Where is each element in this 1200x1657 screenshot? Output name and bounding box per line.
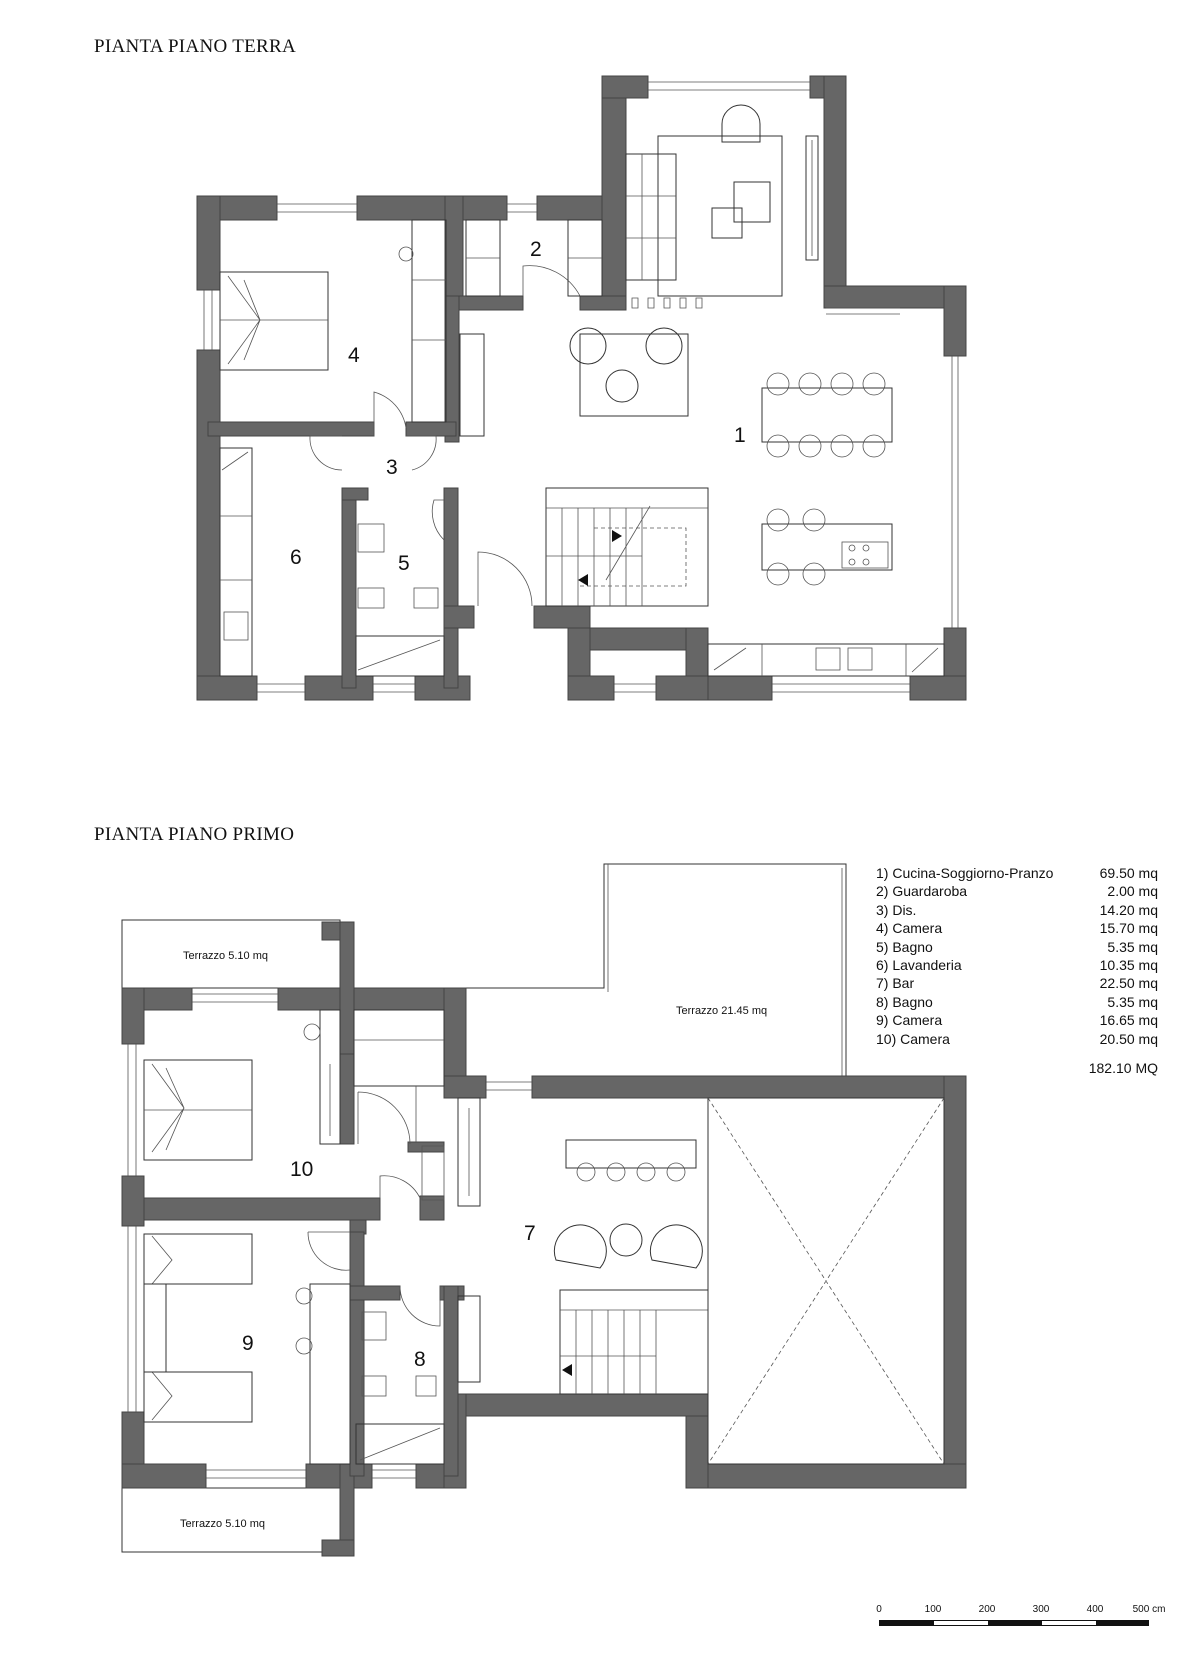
room-number-2: 2 [530, 238, 542, 261]
ground-floor-title: PIANTA PIANO TERRA [94, 36, 296, 57]
scale-seg-3 [1096, 1621, 1148, 1625]
legend-row [876, 1011, 1158, 1029]
first-floor-plan [122, 864, 966, 1556]
legend-room-name: 4) Camera [876, 920, 943, 937]
legend-room-name: 8) Bagno [876, 993, 933, 1010]
legend-row [876, 901, 1158, 919]
scale-bar [876, 1604, 1170, 1634]
legend-row [876, 864, 1158, 882]
legend-row [876, 956, 1158, 974]
legend-room-name: 3) Dis. [876, 901, 917, 918]
terrace-label-large: Terrazzo 21.45 mq [676, 1005, 768, 1017]
legend-room-area: 5.35 mq [1107, 993, 1158, 1010]
legend-room-area: 69.50 mq [1099, 865, 1158, 881]
room-number-3: 3 [386, 456, 398, 479]
scale-label-100: 100 [924, 1604, 942, 1615]
legend-room-area: 10.35 mq [1099, 957, 1158, 974]
legend-room-name: 5) Bagno [876, 938, 933, 955]
legend-row [876, 974, 1158, 992]
legend-room-name: 7) Bar [876, 975, 915, 992]
terrace-label-top-left: Terrazzo 5.10 mq [183, 950, 268, 962]
room-number-1: 1 [734, 424, 746, 447]
scale-label-300: 300 [1032, 1604, 1050, 1615]
scale-seg-2 [988, 1621, 1042, 1625]
legend-room-area: 20.50 mq [1099, 1030, 1158, 1047]
scale-label-0: 0 [876, 1604, 882, 1615]
legend-room-area: 16.65 mq [1099, 1012, 1158, 1029]
room-number-9: 9 [242, 1332, 254, 1355]
scale-label-400: 400 [1086, 1604, 1104, 1615]
scale-label-500: 500 cm [1132, 1604, 1166, 1615]
scale-bar-track [879, 1620, 1149, 1626]
scale-label-200: 200 [978, 1604, 996, 1615]
room-number-8: 8 [414, 1348, 426, 1371]
legend-room-area: 15.70 mq [1099, 920, 1158, 937]
first-floor-walls [122, 922, 966, 1556]
legend-row [876, 993, 1158, 1011]
legend-room-area: 2.00 mq [1107, 883, 1158, 900]
legend-room-name: 2) Guardaroba [876, 883, 968, 900]
ground-floor-plan [197, 76, 966, 700]
room-number-7: 7 [524, 1222, 536, 1245]
legend-row [876, 1030, 1158, 1048]
terrace-label-bottom-left: Terrazzo 5.10 mq [180, 1518, 265, 1530]
first-floor-title: PIANTA PIANO PRIMO [94, 824, 295, 845]
legend-room-name: 6) Lavanderia [876, 957, 962, 974]
scale-seg-1 [880, 1621, 934, 1625]
legend-room-name: 10) Camera [876, 1030, 950, 1047]
legend-row [876, 938, 1158, 956]
room-number-4: 4 [348, 344, 360, 367]
area-legend [876, 864, 1158, 1077]
legend-row [876, 882, 1158, 900]
legend-room-area: 14.20 mq [1099, 901, 1158, 918]
legend-room-area: 22.50 mq [1099, 975, 1158, 992]
legend-room-name: 1) Cucina-Soggiorno-Pranzo [876, 865, 1054, 881]
room-number-6: 6 [290, 546, 302, 569]
legend-room-area: 5.35 mq [1107, 938, 1158, 955]
room-number-10: 10 [290, 1158, 314, 1181]
legend-total: 182.10 MQ [1088, 1060, 1158, 1077]
room-number-5: 5 [398, 552, 410, 575]
legend-room-name: 9) Camera [876, 1012, 943, 1029]
legend-row [876, 919, 1158, 937]
